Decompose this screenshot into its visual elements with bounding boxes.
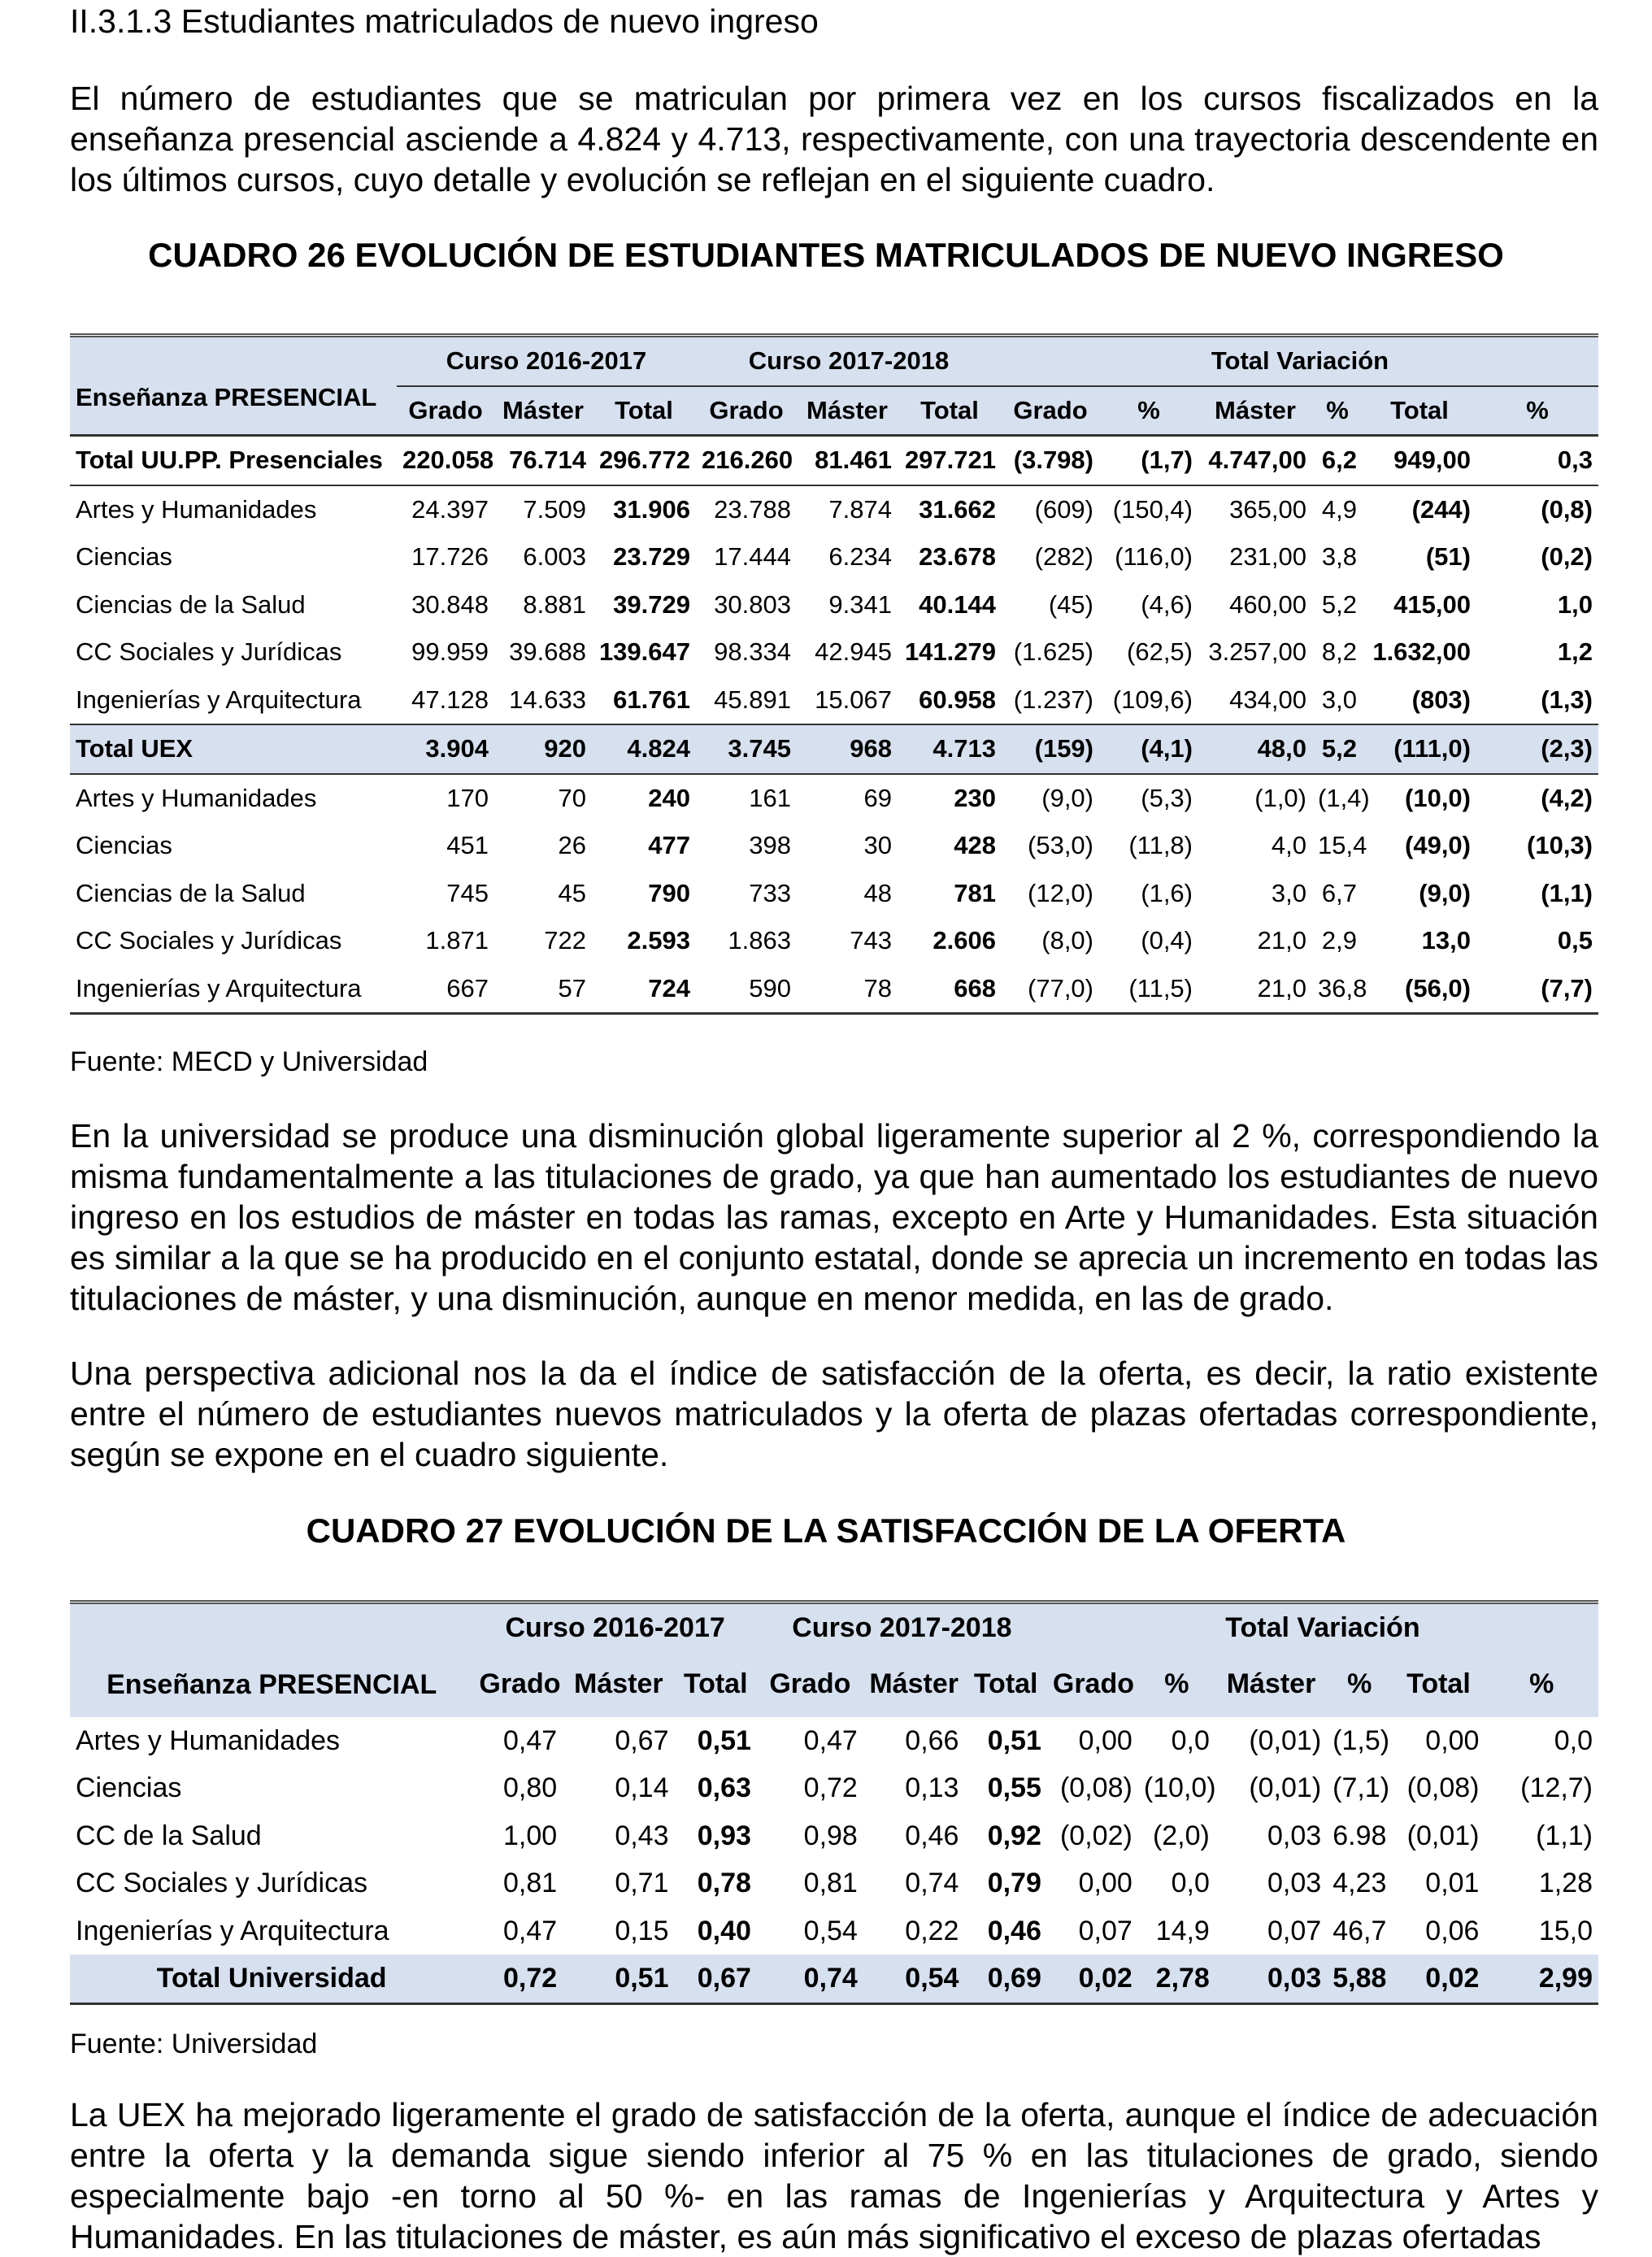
table-cell: 9.341 xyxy=(828,589,892,619)
table-cell: 76.714 xyxy=(509,446,586,474)
table-27 xyxy=(70,1600,1598,2005)
column-header: % xyxy=(1347,1668,1372,1700)
table-row xyxy=(70,1812,1598,1860)
table-cell: (3.798) xyxy=(1013,446,1093,474)
table-cell: 0,03 xyxy=(1267,1820,1322,1851)
table-cell: (62,5) xyxy=(1127,637,1193,666)
table-cell: 4.824 xyxy=(592,724,696,774)
table-cell: (7,7) xyxy=(1541,973,1593,1002)
table-cell: 36,8 xyxy=(1318,973,1367,1002)
table-cell: 15,0 xyxy=(1538,1915,1593,1946)
column-header: % xyxy=(1137,395,1160,424)
table-cell: 0,02 xyxy=(1047,1955,1138,2003)
table-row xyxy=(70,917,1598,965)
table-row xyxy=(70,1717,1598,1765)
paragraph-analysis: En la universidad se produce una disminución global ligeramente superior al 2 %, correspondiendo la misma fundamentalmente a las titulaciones de grado, ya que han aumentado los estudiantes de nuevo ingreso en los estudios de máster en todas las ramas, excepto en Arte y Humanidades. Esta situación es similar a la que se ha producido en el conjunto estatal, donde se aprecia un incremento en todas las titulaciones de máster, y una disminución, aunque en menor medida, en las de grado. xyxy=(70,1117,1598,1317)
table-cell: 415,00 xyxy=(1393,589,1471,619)
table-cell: (1,7) xyxy=(1141,446,1193,474)
table-cell: 78 xyxy=(863,973,892,1002)
table-cell: 5,2 xyxy=(1312,724,1363,774)
table-cell: 61.761 xyxy=(613,685,690,714)
table-cell: 230 xyxy=(898,774,1002,823)
table-cell: 0,03 xyxy=(1267,1868,1322,1898)
table-cell: 1,00 xyxy=(503,1820,558,1851)
table-cell: (10,3) xyxy=(1527,831,1593,859)
table-cell: (0,4) xyxy=(1141,926,1193,955)
table26-caption: CUADRO 26 EVOLUCIÓN DE ESTUDIANTES MATRICULADOS DE NUEVO INGRESO xyxy=(148,236,1504,274)
table-cell: 0,92 xyxy=(987,1820,1041,1851)
column-header: Grado xyxy=(479,1668,561,1700)
table-cell: 3,0 xyxy=(1321,685,1357,714)
table-cell: 0,06 xyxy=(1425,1915,1480,1946)
table-cell: (1,1) xyxy=(1541,878,1593,907)
table-cell: 5,2 xyxy=(1321,589,1357,619)
table-cell: 1,2 xyxy=(1557,637,1593,666)
table-cell: 7.509 xyxy=(494,485,592,534)
table-cell: (111,0) xyxy=(1363,724,1476,774)
table-cell: 23.729 xyxy=(613,542,690,571)
row-label: Artes y Humanidades xyxy=(70,774,397,823)
table-cell: (0,02) xyxy=(1059,1820,1132,1851)
table-cell: 0,63 xyxy=(697,1772,751,1803)
group-header: Curso 2017-2018 xyxy=(696,336,1002,386)
table-cell: 0,07 xyxy=(1267,1915,1322,1946)
table-cell: 31.662 xyxy=(898,485,1002,534)
table-cell: 451 xyxy=(446,831,489,859)
table-cell: 0,02 xyxy=(1392,1955,1485,2003)
row-label: CC Sociales y Jurídicas xyxy=(76,637,342,666)
table-cell: (11,5) xyxy=(1128,973,1193,1002)
table-cell: 0,01 xyxy=(1425,1868,1480,1898)
column-header: % xyxy=(1164,1668,1189,1700)
table-cell: 0,15 xyxy=(615,1915,669,1946)
table-cell: 0,93 xyxy=(697,1820,751,1851)
table-row xyxy=(70,533,1598,581)
table-cell: 7.874 xyxy=(797,485,898,534)
column-header: Total xyxy=(615,395,673,424)
table-cell: 398 xyxy=(749,831,791,859)
table-cell: 0,54 xyxy=(803,1915,858,1946)
table-cell: 23.678 xyxy=(919,542,996,571)
table-cell: 139.647 xyxy=(598,637,690,666)
table-cell: 141.279 xyxy=(904,637,996,666)
paragraph-intro: El número de estudiantes que se matriculan por primera vez en los cursos fiscalizados en la enseñanza presencial asciende a 4.824 y 4.713, respectivamente, con una trayectoria descendente en los últimos cursos, cuyo detalle y evolución se reflejan en el siguiente cuadro. xyxy=(70,80,1598,198)
table-cell: (2,3) xyxy=(1476,724,1598,774)
row-header: Enseñanza PRESENCIAL xyxy=(76,383,377,412)
table-cell: 296.772 xyxy=(598,446,690,474)
table-cell: 98.334 xyxy=(714,637,791,666)
table-cell: 15,4 xyxy=(1318,831,1367,859)
table-cell: 6,7 xyxy=(1321,878,1357,907)
table-cell: 30.848 xyxy=(411,589,489,619)
table-cell: (244) xyxy=(1363,485,1476,534)
table-cell: (51) xyxy=(1425,542,1471,571)
table-cell: (8,0) xyxy=(1041,926,1093,955)
table-cell: 14.633 xyxy=(509,685,586,714)
table-cell: 0,81 xyxy=(503,1868,558,1898)
table-cell: 0,03 xyxy=(1215,1955,1327,2003)
table-cell: 0,00 xyxy=(1078,1724,1132,1756)
column-header: Grado xyxy=(408,395,483,424)
table26-source: Fuente: MECD y Universidad xyxy=(70,1046,428,1077)
table-cell: 39.688 xyxy=(509,637,586,666)
table-cell: 6.98 xyxy=(1332,1820,1387,1851)
table-cell: (0,01) xyxy=(1406,1820,1480,1851)
table-cell: 0,69 xyxy=(964,1955,1046,2003)
table-cell: 231,00 xyxy=(1229,542,1306,571)
table-cell: 0,78 xyxy=(697,1868,751,1898)
table-cell: 0,51 xyxy=(697,1724,751,1756)
table-cell: 8,2 xyxy=(1321,637,1357,666)
table-cell: 428 xyxy=(954,831,996,859)
row-label: Ciencias xyxy=(76,1772,182,1803)
column-header: Grado xyxy=(1052,1668,1134,1700)
column-header: Máster xyxy=(1226,1668,1316,1700)
table-cell: 4,23 xyxy=(1332,1868,1387,1898)
table-cell: (0,8) xyxy=(1476,485,1598,534)
table-cell: 0,66 xyxy=(905,1724,959,1756)
table-cell: (1,5) xyxy=(1332,1724,1390,1756)
row-label: Artes y Humanidades xyxy=(76,1724,341,1756)
group-header: Total Variación xyxy=(1002,336,1598,386)
table-cell: 57 xyxy=(558,973,586,1002)
table-row xyxy=(70,628,1598,676)
table-cell: 0,98 xyxy=(803,1820,858,1851)
table-cell: (109,6) xyxy=(1112,685,1193,714)
table-cell: 42.945 xyxy=(815,637,892,666)
column-header: Máster xyxy=(574,1668,663,1700)
table-row xyxy=(70,676,1598,725)
table-cell: 1.863 xyxy=(728,926,791,955)
table-cell: 0,47 xyxy=(503,1724,558,1756)
table-row xyxy=(70,1859,1598,1907)
table-cell: 0,79 xyxy=(987,1868,1041,1898)
table-row xyxy=(70,870,1598,918)
table-cell: 99.959 xyxy=(411,637,489,666)
column-header: Máster xyxy=(1215,395,1296,424)
table-row xyxy=(70,581,1598,629)
table-cell: 2.606 xyxy=(933,926,996,955)
table-cell: 6.003 xyxy=(523,542,586,571)
table-cell: 477 xyxy=(648,831,690,859)
table-cell: 790 xyxy=(648,878,690,907)
table-cell: 0,67 xyxy=(615,1724,669,1756)
table-cell: (11,8) xyxy=(1128,831,1193,859)
table-cell: 1.871 xyxy=(425,926,489,955)
column-header: Máster xyxy=(806,395,888,424)
table-cell: 13,0 xyxy=(1421,926,1471,955)
table-cell: (49,0) xyxy=(1405,831,1471,859)
table-row xyxy=(70,822,1598,870)
row-label: Ciencias de la Salud xyxy=(76,589,306,619)
table-cell: 81.461 xyxy=(815,446,892,474)
table-cell: (53,0) xyxy=(1028,831,1093,859)
table-cell: 297.721 xyxy=(904,446,996,474)
row-label: Ingenierías y Arquitectura xyxy=(76,685,362,714)
table-cell: (1,4) xyxy=(1312,774,1363,823)
table-cell: (45) xyxy=(1048,589,1093,619)
table-cell: 920 xyxy=(494,724,592,774)
table-cell: 3,0 xyxy=(1271,878,1306,907)
table-cell: 3.257,00 xyxy=(1208,637,1306,666)
table-cell: 0,07 xyxy=(1078,1915,1132,1946)
table-cell: 170 xyxy=(397,774,494,823)
table-cell: 2,99 xyxy=(1485,1955,1598,2003)
column-header: Grado xyxy=(769,1668,851,1700)
row-label: Artes y Humanidades xyxy=(70,485,397,534)
table-cell: (7,1) xyxy=(1332,1772,1390,1803)
row-label: CC de la Salud xyxy=(76,1820,262,1851)
table-cell: 0,47 xyxy=(503,1915,558,1946)
table-cell: 0,0 xyxy=(1171,1868,1210,1898)
table-cell: (56,0) xyxy=(1405,973,1471,1002)
table-cell: (12,7) xyxy=(1520,1772,1593,1803)
column-header: Total xyxy=(683,1668,748,1700)
row-label: Total UEX xyxy=(70,724,397,774)
row-header: Enseñanza PRESENCIAL xyxy=(107,1668,437,1700)
table-cell: 45 xyxy=(558,878,586,907)
table-cell: 0,43 xyxy=(615,1820,669,1851)
table-cell: (1,6) xyxy=(1141,878,1193,907)
row-label: Ciencias xyxy=(76,831,172,859)
table-cell: (5,3) xyxy=(1099,774,1198,823)
table-cell: (9,0) xyxy=(1002,774,1099,823)
table-cell: 0,00 xyxy=(1425,1724,1480,1756)
table-cell: 14,9 xyxy=(1155,1915,1210,1946)
column-header: % xyxy=(1529,1668,1554,1700)
table-row xyxy=(70,1764,1598,1812)
table-cell: 70 xyxy=(494,774,592,823)
table-cell: 434,00 xyxy=(1229,685,1306,714)
group-header: Total Variación xyxy=(1225,1612,1420,1643)
table-cell: 0,13 xyxy=(905,1772,959,1803)
table-cell: 240 xyxy=(592,774,696,823)
table-cell: 4,0 xyxy=(1271,831,1306,859)
table-cell: 0,72 xyxy=(803,1772,858,1803)
table-cell: 4.747,00 xyxy=(1208,446,1306,474)
column-header: Grado xyxy=(1013,395,1088,424)
section-heading: II.3.1.3 Estudiantes matriculados de nuevo ingreso xyxy=(70,2,819,40)
table-row xyxy=(70,774,1598,823)
column-header: Total xyxy=(1390,395,1449,424)
table-cell: 6,2 xyxy=(1321,446,1357,474)
group-header: Curso 2017-2018 xyxy=(792,1612,1012,1643)
table-row xyxy=(70,965,1598,1014)
table-cell: (116,0) xyxy=(1115,542,1193,571)
table-cell: 724 xyxy=(648,973,690,1002)
table-cell: 0,67 xyxy=(675,1955,757,2003)
table-cell: 590 xyxy=(749,973,791,1002)
table-cell: (1,3) xyxy=(1541,685,1593,714)
table-cell: 2.593 xyxy=(627,926,690,955)
table-cell: 15.067 xyxy=(815,685,892,714)
column-header: % xyxy=(1326,395,1349,424)
table-cell: 0,74 xyxy=(757,1955,863,2003)
table-cell: 0,80 xyxy=(503,1772,558,1803)
row-label: CC Sociales y Jurídicas xyxy=(76,1868,368,1898)
table-cell: 0,0 xyxy=(1554,1724,1593,1756)
row-label: Ciencias de la Salud xyxy=(76,878,306,907)
table-cell: (0,01) xyxy=(1249,1724,1322,1756)
table-cell: 30.803 xyxy=(714,589,791,619)
table-cell: 733 xyxy=(749,878,791,907)
table-cell: 1,28 xyxy=(1538,1868,1593,1898)
table-cell: (4,1) xyxy=(1099,724,1198,774)
table-cell: 781 xyxy=(954,878,996,907)
table-cell: 4,9 xyxy=(1312,485,1363,534)
table-cell: 0,46 xyxy=(905,1820,959,1851)
table-cell: (1,0) xyxy=(1198,774,1312,823)
table-cell: (150,4) xyxy=(1099,485,1198,534)
column-header: Máster xyxy=(869,1668,959,1700)
table-cell: 24.397 xyxy=(397,485,494,534)
table-cell: 3,8 xyxy=(1321,542,1357,571)
table-row xyxy=(70,1907,1598,1955)
column-header: Total xyxy=(973,1668,1038,1700)
table-cell: (1.237) xyxy=(1013,685,1093,714)
table-cell: (0,08) xyxy=(1406,1772,1480,1803)
table-cell: 0,72 xyxy=(473,1955,563,2003)
table-cell: 365,00 xyxy=(1198,485,1312,534)
table-cell: 0,55 xyxy=(987,1772,1041,1803)
table-cell: (609) xyxy=(1002,485,1099,534)
table-cell: 48,0 xyxy=(1198,724,1312,774)
table-cell: 0,81 xyxy=(803,1868,858,1898)
table-cell: 0,00 xyxy=(1078,1868,1132,1898)
table-cell: (10,0) xyxy=(1143,1772,1216,1803)
table-cell: 1,0 xyxy=(1557,589,1593,619)
table-cell: 0,51 xyxy=(563,1955,674,2003)
table-cell: 0,0 xyxy=(1171,1724,1210,1756)
table-cell: 0,71 xyxy=(615,1868,669,1898)
table-cell: 31.906 xyxy=(592,485,696,534)
table-cell: (0,08) xyxy=(1059,1772,1132,1803)
table-cell: 0,3 xyxy=(1557,446,1593,474)
column-header: % xyxy=(1526,395,1549,424)
table-cell: (0,2) xyxy=(1541,542,1593,571)
table-cell: 46,7 xyxy=(1332,1915,1387,1946)
paragraph-perspective: Una perspectiva adicional nos la da el índice de satisfacción de la oferta, es decir, la ratio existente entre el número de estudiantes nuevos matriculados y la oferta de plazas ofertadas correspondiente, según se expone en el cuadro siguiente. xyxy=(70,1355,1598,1473)
table-cell: 949,00 xyxy=(1393,446,1471,474)
column-header: Total xyxy=(920,395,979,424)
row-label: Total UU.PP. Presenciales xyxy=(76,446,383,474)
table-cell: 722 xyxy=(544,926,586,955)
table-cell: 161 xyxy=(696,774,797,823)
table-cell: 45.891 xyxy=(714,685,791,714)
table-cell: (77,0) xyxy=(1028,973,1093,1002)
table-cell: 2,9 xyxy=(1321,926,1357,955)
table-cell: 0,22 xyxy=(905,1915,959,1946)
column-header: Máster xyxy=(502,395,584,424)
table-cell: 0,14 xyxy=(615,1772,669,1803)
table-cell: (0,01) xyxy=(1249,1772,1322,1803)
table-26 xyxy=(70,333,1598,1015)
table-cell: (4,6) xyxy=(1141,589,1193,619)
table-cell: 39.729 xyxy=(613,589,690,619)
group-header: Curso 2016-2017 xyxy=(397,336,696,386)
column-header: Total xyxy=(1406,1668,1471,1700)
table-row xyxy=(70,1955,1598,2003)
table-cell: (282) xyxy=(1034,542,1093,571)
table-cell: 0,40 xyxy=(697,1915,751,1946)
table-cell: 0,47 xyxy=(803,1724,858,1756)
table-cell: 968 xyxy=(797,724,898,774)
paragraph-conclusion: La UEX ha mejorado ligeramente el grado de satisfacción de la oferta, aunque el índice de adecuación entre la oferta y la demanda sigue siendo inferior al 75 % en las titulaciones de grado, siendo especialmente bajo -en torno al 50 %- en las ramas de Ingenierías y Arquitectura y Artes y Humanidades. En las titulaciones de máster, es aún más significativo el exceso de plazas ofertadas xyxy=(70,2096,1598,2255)
table-cell: 17.726 xyxy=(411,542,489,571)
table-cell: 4.713 xyxy=(898,724,1002,774)
table-cell: 220.058 xyxy=(402,446,494,474)
row-label: Ingenierías y Arquitectura xyxy=(76,973,362,1002)
table-cell: 0,54 xyxy=(863,1955,965,2003)
table-cell: 17.444 xyxy=(714,542,791,571)
table-cell: 60.958 xyxy=(919,685,996,714)
table-cell: (12,0) xyxy=(1028,878,1093,907)
table-cell: 216.260 xyxy=(702,446,793,474)
table-cell: 48 xyxy=(863,878,892,907)
table-cell: 21,0 xyxy=(1257,973,1306,1002)
table-cell: (1.625) xyxy=(1013,637,1093,666)
table-cell: 743 xyxy=(850,926,892,955)
table-cell: 0,51 xyxy=(987,1724,1041,1756)
table-cell: (803) xyxy=(1411,685,1471,714)
table-cell: 47.128 xyxy=(411,685,489,714)
table-cell: 0,74 xyxy=(905,1868,959,1898)
table-row xyxy=(70,485,1598,534)
table-cell: (159) xyxy=(1002,724,1099,774)
table-cell: (9,0) xyxy=(1419,878,1471,907)
table-cell: 69 xyxy=(797,774,898,823)
table-cell: (1,1) xyxy=(1536,1820,1593,1851)
table-cell: 26 xyxy=(558,831,586,859)
table-cell: 23.788 xyxy=(696,485,797,534)
table-cell: 460,00 xyxy=(1229,589,1306,619)
row-label: Total Universidad xyxy=(70,1955,473,2003)
table-cell: 8.881 xyxy=(523,589,586,619)
table-cell: (2,0) xyxy=(1152,1820,1210,1851)
table-cell: 745 xyxy=(446,878,489,907)
table27-source: Fuente: Universidad xyxy=(70,2029,318,2059)
row-label: Ingenierías y Arquitectura xyxy=(76,1915,389,1946)
group-header: Curso 2016-2017 xyxy=(505,1612,725,1643)
table-cell: 2,78 xyxy=(1138,1955,1215,2003)
row-label: CC Sociales y Jurídicas xyxy=(76,926,342,955)
table-cell: 668 xyxy=(954,973,996,1002)
table-cell: 667 xyxy=(446,973,489,1002)
table-cell: 3.904 xyxy=(397,724,494,774)
table-cell: 0,5 xyxy=(1557,926,1593,955)
table-cell: 40.144 xyxy=(919,589,996,619)
table27-caption: CUADRO 27 EVOLUCIÓN DE LA SATISFACCIÓN DE LA OFERTA xyxy=(306,1511,1346,1550)
table-cell: 6.234 xyxy=(828,542,892,571)
table-cell: 0,46 xyxy=(987,1915,1041,1946)
table-cell: 30 xyxy=(863,831,892,859)
row-label: Ciencias xyxy=(76,542,172,571)
table-cell: 1.632,00 xyxy=(1372,637,1471,666)
table-row xyxy=(70,724,1598,774)
table-row xyxy=(70,436,1598,485)
table-cell: (4,2) xyxy=(1476,774,1598,823)
table-cell: 3.745 xyxy=(696,724,797,774)
table-cell: 5,88 xyxy=(1327,1955,1392,2003)
table-cell: 21,0 xyxy=(1257,926,1306,955)
table-cell: (10,0) xyxy=(1363,774,1476,823)
column-header: Grado xyxy=(709,395,784,424)
